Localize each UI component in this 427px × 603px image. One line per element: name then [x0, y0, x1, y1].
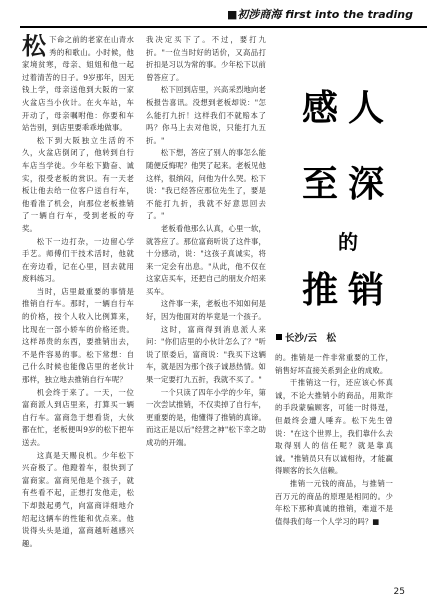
- paragraph: 推销一元钱的商品，与推销一百万元的商品的原理是相同的。少年松下那种真诚的推销，难道不是值得我们每一个人学习的吗？■: [275, 478, 393, 526]
- paragraph: 这时，富商得到消息派人来问："你们店里的小伙计怎么了？"听说了原委后，富商说："我买下这辆车，就是因为那个孩子诚恳热情。如果一定要打九五折，我就不买了。": [146, 324, 266, 385]
- section-title: ■初涉商海 first into the trading: [226, 8, 413, 21]
- column-3: [275, 352, 393, 528]
- column-2: [146, 34, 266, 450]
- headline-line-4: 推销: [302, 270, 395, 311]
- square-bullet-icon: [276, 334, 282, 340]
- paragraph: 松下命之前的老家在山青水秀的和歌山。小时候，他家境贫寒，母亲、姐姐和他一起过着清苦的日子。9岁那年，因无钱上学，母亲送他到大阪的一家火盆店当小伙计。在火车站，车开动了，母亲嘱咐他：你要和车站告别，到店里要乖乖地做事。: [22, 34, 134, 133]
- page-number: 25: [393, 587, 405, 597]
- author-byline: 长沙/云 松: [276, 330, 394, 344]
- paragraph: 这件事一来，老板也不知如何是好，因为他面对的毕竟是一个孩子。: [146, 299, 266, 322]
- paragraph: 机会终于来了。一天，一位富商派人到店里来，打算买一辆自行车。富商急于想看货，大伙都在忙，老板便叫9岁的松下把车送去。: [22, 387, 134, 447]
- headline-line-1: 感人: [302, 88, 395, 129]
- headline-line-3: 的: [338, 230, 358, 254]
- paragraph: 松下想，答应了别人的事怎么能随便反悔呢？他哭了起来。老板见他这样，很纳闷，问他为什么哭。松下说："我已经答应那位先生了，要是不能打九折，我就不好意思回去了。": [146, 148, 266, 221]
- paragraph: 干推销这一行，还应该心怀真诚，不论大推销小的商品，用欺诈的手段蒙骗顾客，可能一时得逞，但最终会遭人唾弃。松下先生曾说："在这个世界上，我们靠什么去取得别人的信任呢？就是靠真诚。"推销员只有以诚相待，才能赢得顾客的长久信赖。: [275, 378, 393, 476]
- paragraph: 我决定买下了。不过，要打九折。"一位当时好的话价，又高品打折扣是习以为常的事。少年松下以前曾答应了。: [146, 35, 266, 82]
- paragraph: 这真是天赐良机。少年松下兴奋极了。他蹬着车，很快到了富商家。富商见他是个孩子，就有些看不起，正想打发他走，松下却鼓起勇气，向富商详细地介绍起这辆车的性能和优点来。他说得头头是道，富商越听越感兴趣。: [22, 450, 134, 548]
- page-header: [0, 0, 427, 30]
- paragraph: 松下一边打杂，一边留心学手艺。师傅们干技术活时，他就在旁边看，记在心里，回去就用废料练习。: [22, 236, 134, 284]
- paragraph: 的。推销是一件非常重要的工作，销售好坏直接关系到企业的成败。: [275, 353, 393, 375]
- paragraph: 老板看他那么认真，心里一软，就答应了。那位富商听说了这件事，十分感动，说："这孩子真诚实，将来一定会有出息。"从此，他不仅在这家店买车，还把自己的朋友介绍来买车。: [146, 223, 266, 296]
- header-rule: [20, 26, 427, 28]
- paragraph: 当时，店里最重要的事情是推销自行车。那时，一辆自行车的价格，按个人收入比例算来，比现在一部小轿车的价格还贵。这样昂贵的东西，要推销出去，不是件容易的事。松下常想：自己什么时候也能像店里的老伙计那样，独立地去推销自行车呢？: [22, 286, 134, 385]
- drop-cap: 松: [22, 34, 47, 60]
- paragraph: 松下到大阪独立生活的不久，火盆店倒闭了，他转到自行车店当学徒。少年松下勤奋、诚实，很受老板的赏识。有一天老板让他去给一位客户送自行车，他看准了机会，向那位老板推销了一辆自行车，受到老板的夸奖。: [22, 135, 134, 233]
- column-1: [22, 34, 134, 550]
- paragraph: 一个只读了四年小学的少年，第一次尝试推销，不仅卖掉了自行车，更重要的是，他懂得了推销的真谛。而这正是以后"经营之神"松下幸之助成功的开端。: [146, 387, 266, 447]
- paragraph: 松下回到店里，兴高采烈地向老板报告喜讯。没想到老板却说："怎么能打九折！这样我们不就赔本了吗？你马上去对他说，只能打九五折。": [146, 85, 266, 145]
- headline-line-2: 至深: [302, 164, 395, 205]
